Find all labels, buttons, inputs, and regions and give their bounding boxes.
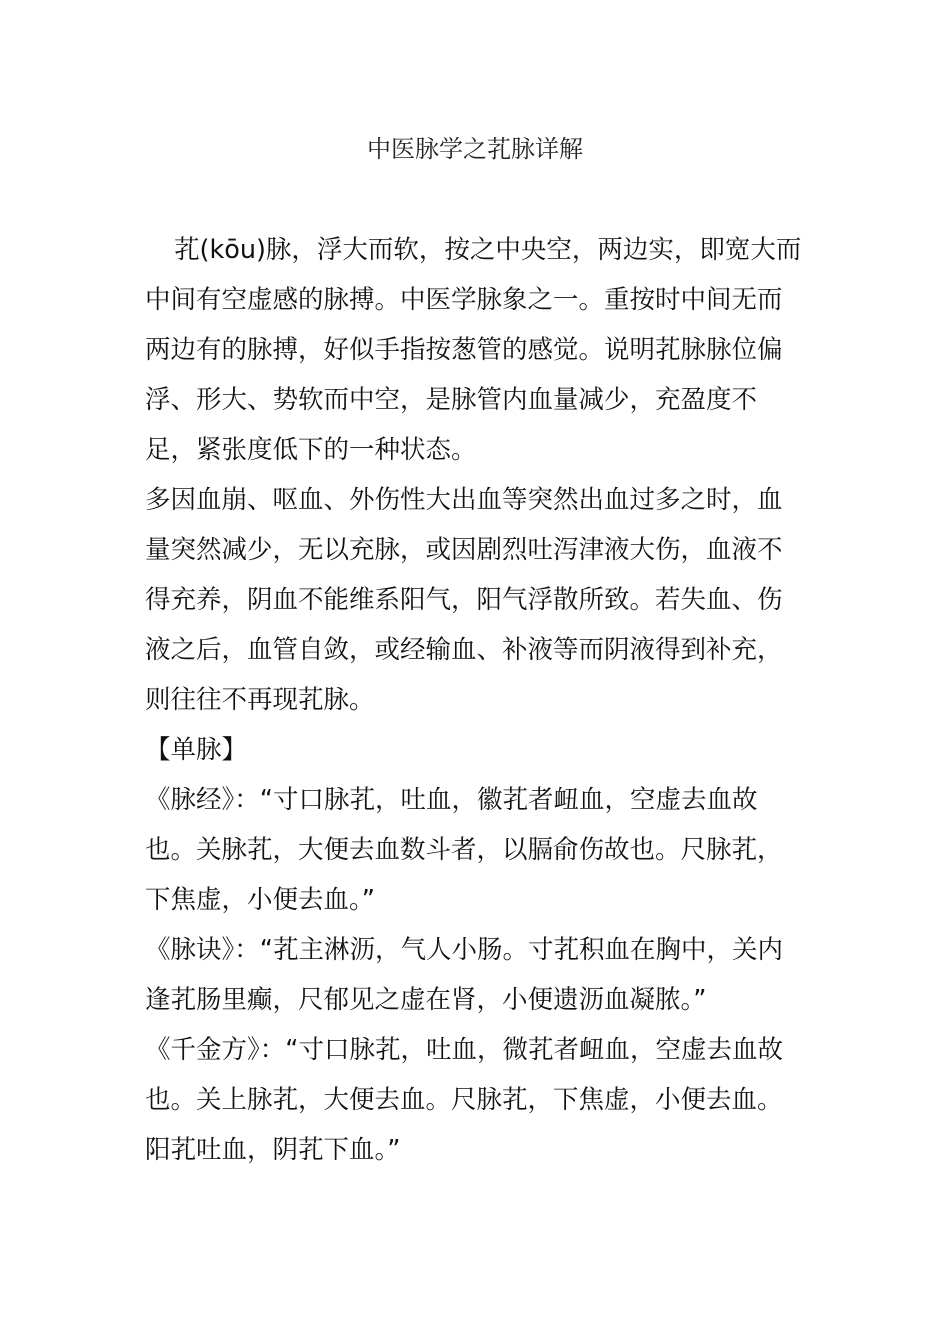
quote-mai-jing: 《脉经》：“寸口脉芤，吐血，徽芤者衄血，空虚去血故也。关脉芤，大便去血数斗者，以膈俞伤故也。尺脉芤，下焦虚，小便去血。”: [145, 785, 783, 915]
paragraph-definition: 芤(kōu)脉，浮大而软，按之中央空，两边实，即宽大而中间有空虚感的脉搏。中医学脉象之一。重按时中间无而两边有的脉搏，好似手指按葱管的感觉。说明芤脉脉位偏浮、形大、势软而中空，是脉管内血量减少，充盈度不足，紧张度低下的一种状态。: [145, 235, 802, 465]
paragraph-causes: 多因血崩、呕血、外伤性大出血等突然出血过多之时，血量突然减少，无以充脉，或因剧烈吐泻津液大伤，血液不得充养，阴血不能维系阳气，阳气浮散所致。若失血、伤液之后，血管自敛，或经输血、补液等而阴液得到补充，则往往不再现芤脉。: [145, 485, 783, 715]
document-body: [145, 225, 805, 1175]
quote-qian-jin-fang: 《千金方》：“寸口脉芤，吐血，微芤者衄血，空虚去血故也。关上脉芤，大便去血。尺脉芤，下焦虚，小便去血。阳芤吐血，阴芤下血。”: [145, 1035, 783, 1165]
document-title: 中医脉学之芤脉详解: [367, 135, 583, 163]
section-heading-single-pulse: 【单脉】: [145, 735, 248, 765]
quote-mai-jue: 《脉诀》：“芤主淋沥，气人小肠。寸芤积血在胸中，关内逢芤肠里癫，尺郁见之虚在肾，小便遗沥血凝脓。”: [145, 935, 783, 1015]
